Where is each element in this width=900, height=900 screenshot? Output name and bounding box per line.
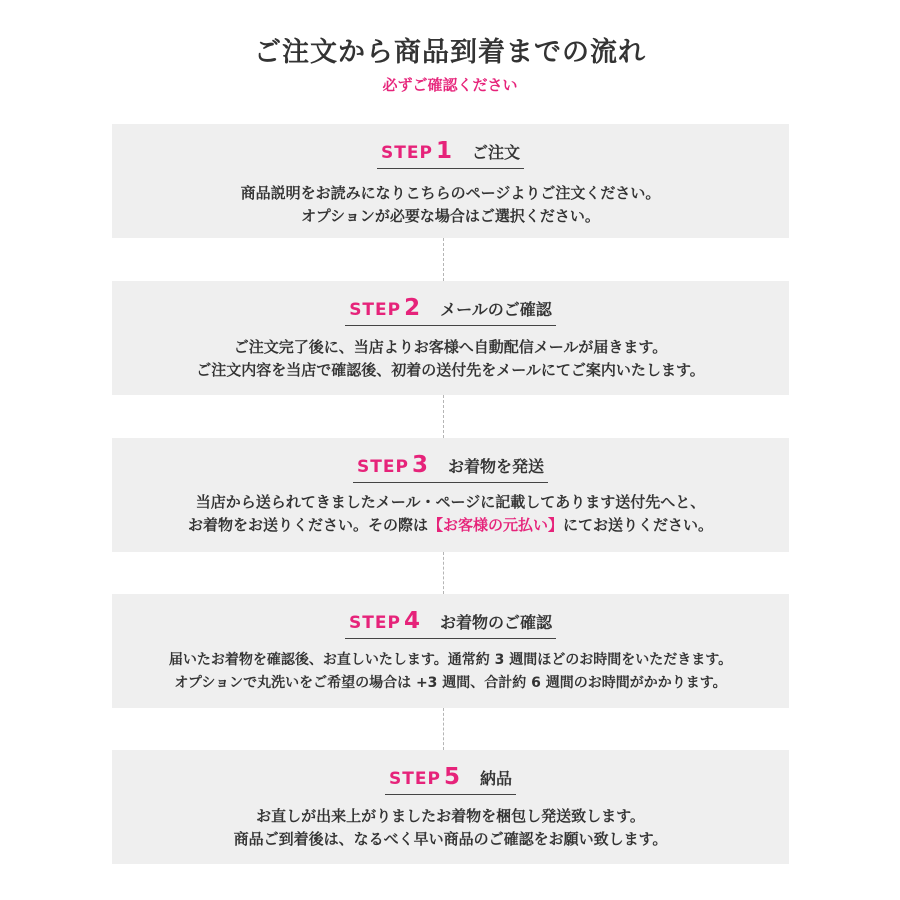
connector-1-2: [443, 238, 444, 281]
step-2-name: メールのご確認: [440, 300, 552, 319]
step-1-line-2: オプションが必要な場合はご選択ください。: [301, 207, 600, 225]
step-2-label: STEP: [349, 300, 402, 320]
page-title: ご注文から商品到着までの流れ: [254, 37, 646, 68]
step-5-label: STEP: [389, 769, 441, 789]
connector-3-4: [443, 552, 444, 594]
step-4-label: STEP: [349, 613, 401, 633]
step-5-number: 5: [443, 764, 460, 790]
step-1-line-1: 商品説明をお読みになりこちらのページよりご注文ください。: [240, 184, 661, 202]
step-3-box: [112, 438, 789, 552]
step-4-heading: [112, 608, 789, 638]
step-4-number: 4: [403, 608, 420, 634]
step-2-line-1: ご注文完了後に、当店よりお客様へ自動配信メールが届きます。: [233, 338, 668, 356]
page-subtitle: 必ずご確認ください: [382, 76, 518, 94]
step-2-line-2: ご注文内容を当店で確認後、初着の送付先をメールにてご案内いたします。: [196, 361, 705, 379]
step-4-box: [112, 594, 789, 708]
step-2-body: [112, 336, 789, 382]
step-3-body: [112, 491, 789, 537]
step-5-body: [112, 805, 789, 851]
step-2-box: [112, 281, 789, 395]
step-3-number: 3: [411, 452, 428, 478]
step-5-line-1: お直しが出来上がりましたお着物を梱包し発送致します。: [256, 807, 645, 825]
step-1-name: ご注文: [471, 143, 520, 162]
step-3-line-1: 当店から送られてきましたメール・ページに記載してあります送付先へと、: [195, 493, 706, 511]
step-4-line-1: 届いたお着物を確認後、お直しいたします。通常約 3 週間ほどのお時間をいただきます。: [168, 652, 733, 668]
step-1-number: 1: [435, 138, 452, 164]
step-4-name: お着物のご確認: [439, 613, 552, 632]
step-3-label: STEP: [357, 457, 409, 477]
step-3-name: お着物を発送: [447, 457, 544, 476]
step-1-label: STEP: [381, 143, 433, 163]
step-3-line-2: [112, 514, 789, 537]
step-3-line-2-before: お着物をお送りください。その際は: [187, 516, 428, 534]
step-5-line-2: 商品ご到着後は、なるべく早い商品のご確認をお願い致します。: [233, 830, 668, 848]
step-1-box: [112, 124, 789, 238]
step-5-name: 納品: [479, 769, 512, 788]
step-1-body: [112, 182, 789, 228]
step-3-heading: [112, 452, 789, 482]
connector-2-3: [443, 395, 444, 438]
step-5-box: [112, 750, 789, 864]
step-2-heading: [112, 295, 789, 325]
step-5-heading: [112, 764, 789, 794]
step-4-body: [112, 649, 789, 695]
connector-4-5: [443, 708, 444, 750]
step-2-number: 2: [404, 295, 421, 321]
step-4-line-2: オプションで丸洗いをご希望の場合は +3 週間、合計約 6 週間のお時間がかかります。: [174, 675, 727, 691]
step-3-line-2-after: にてお送りください。: [563, 516, 714, 534]
step-1-heading: [112, 138, 789, 168]
step-3-line-2-highlight: 【お客様の元払い】: [427, 516, 563, 534]
